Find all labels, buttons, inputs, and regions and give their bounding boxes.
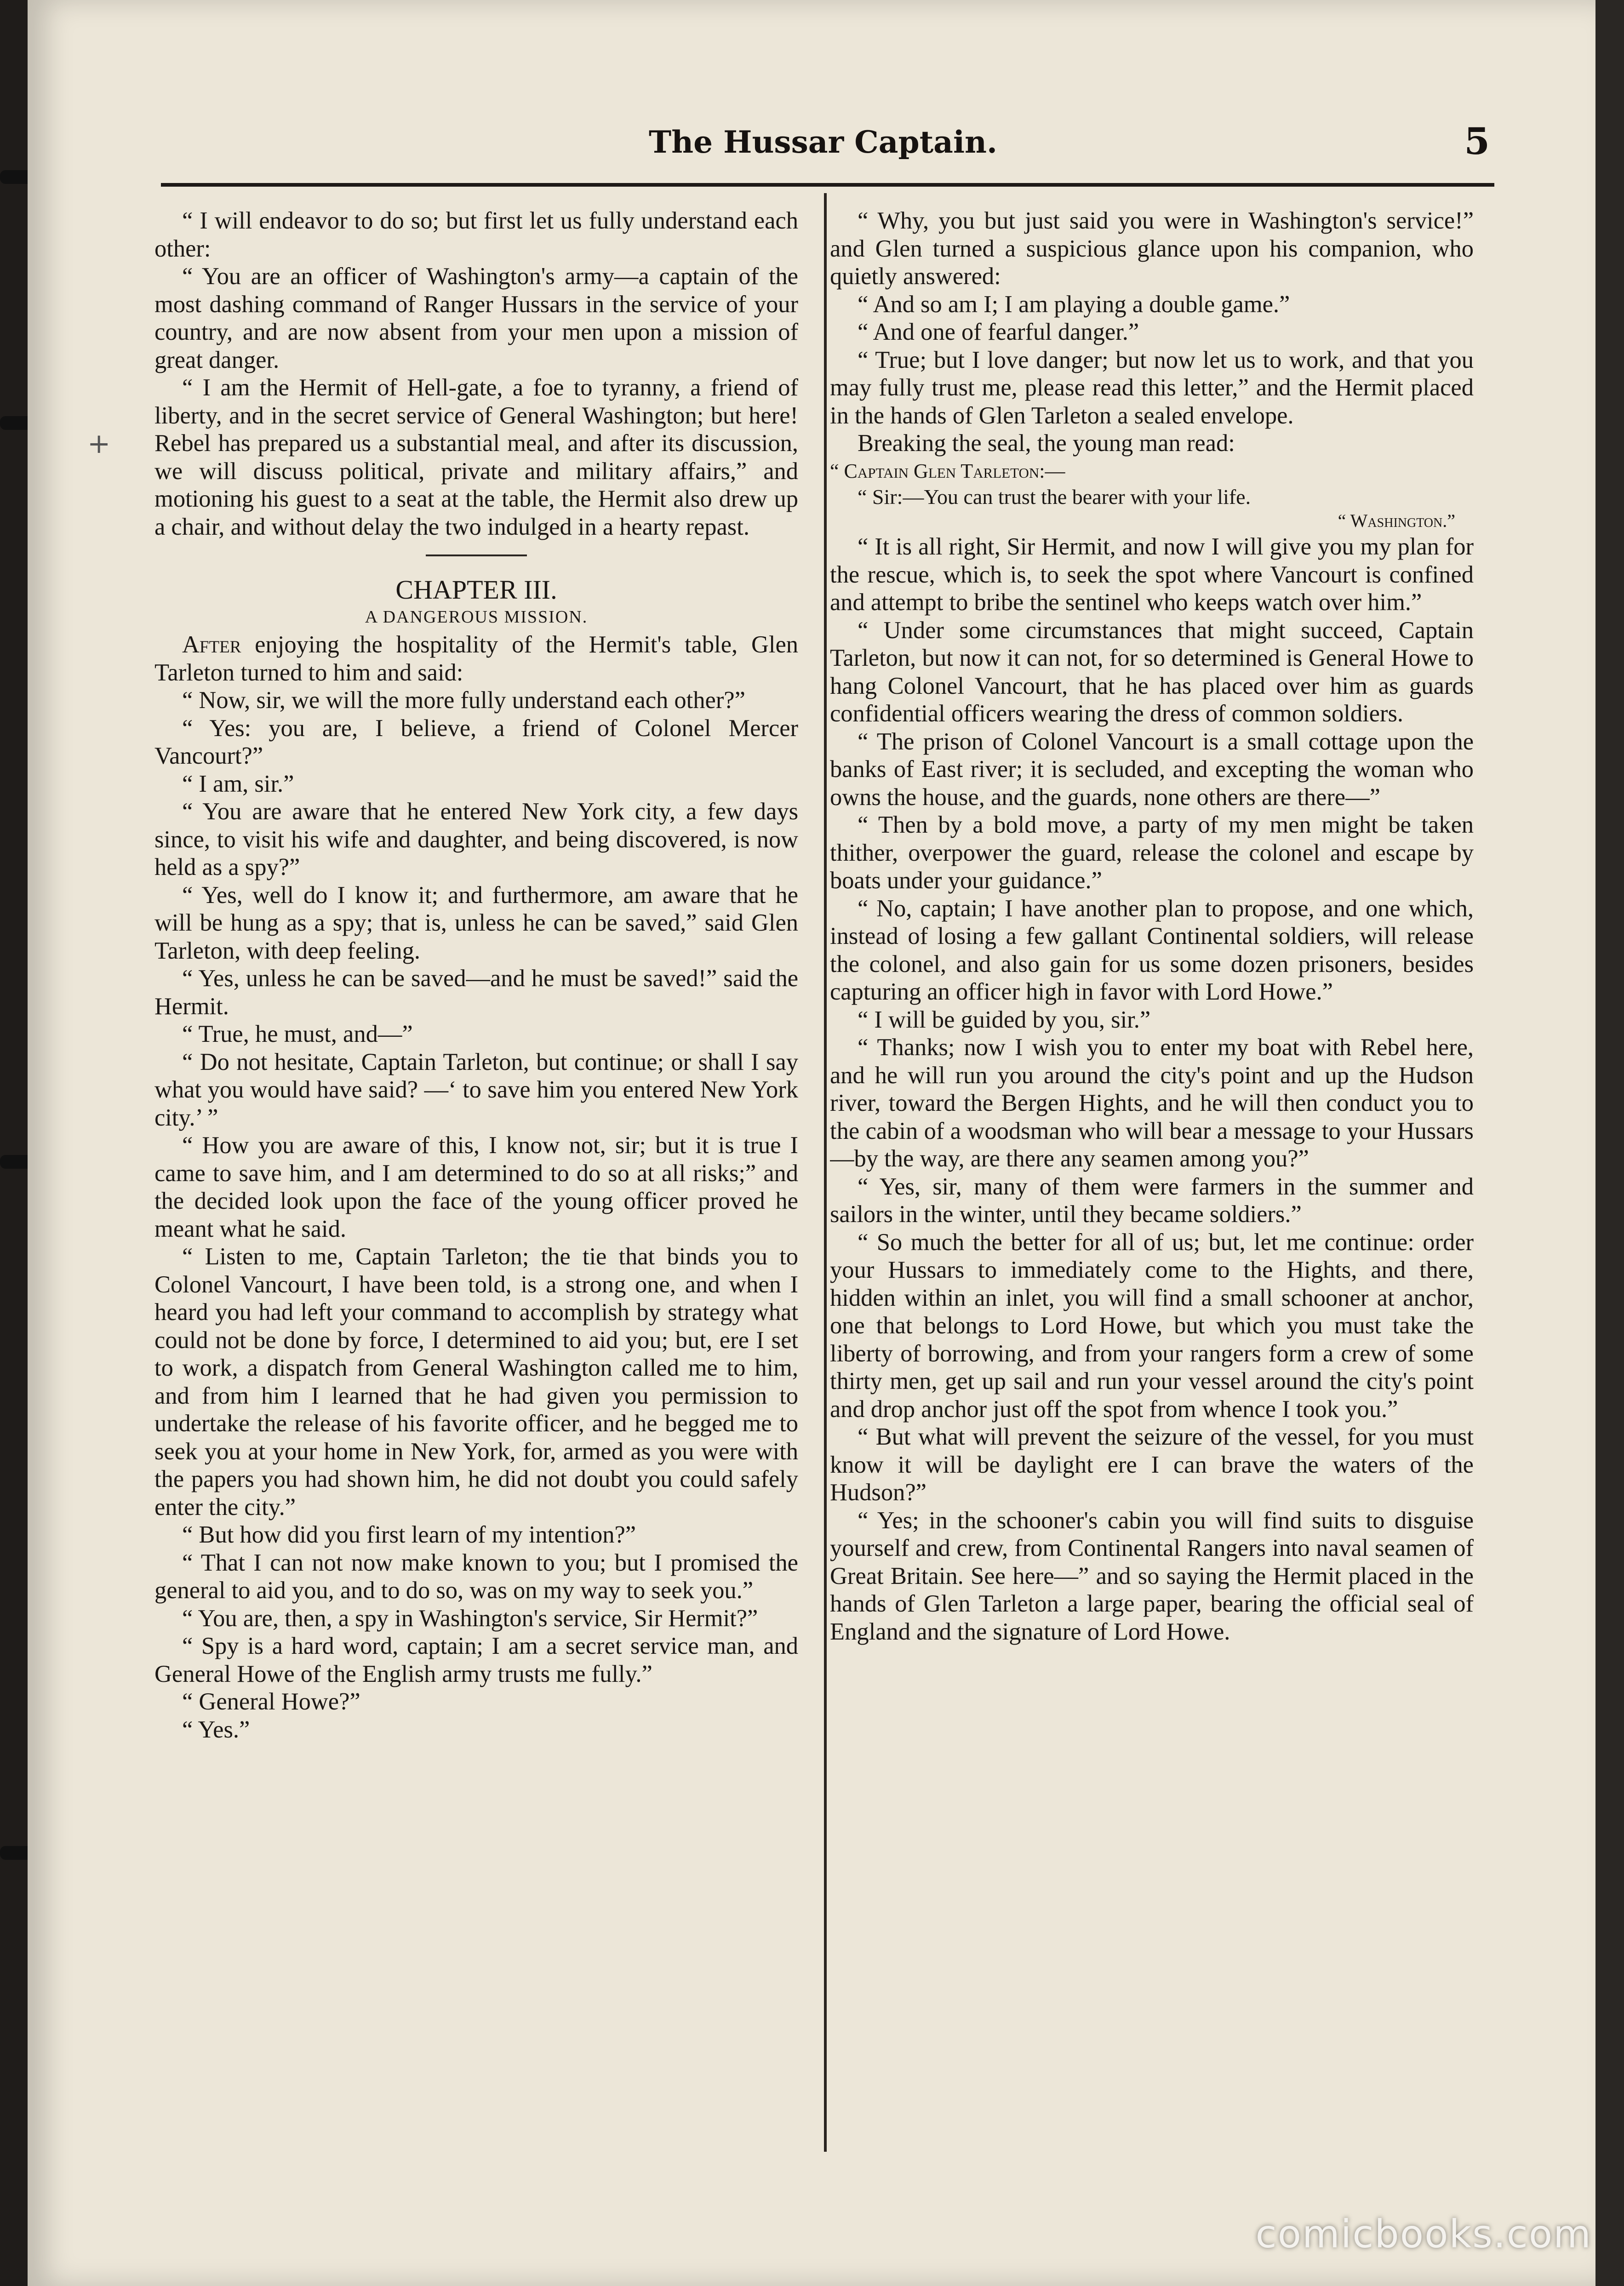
paragraph: “ It is all right, Sir Hermit, and now I will give you my plan for the rescue, which is, to seek the spot where Vancourt is confined and attempt to bribe the sentinel who keeps watch over him.”	[830, 533, 1474, 616]
paragraph: “ Spy is a hard word, captain; I am a secret service man, and General Howe of the English army trusts me fully.”	[154, 1633, 798, 1687]
paragraph: “ So much the better for all of us; but, let me continue: order your Hussars to immediately come to the Hights, and there, hidden within an inlet, you will find a small schooner at anchor, one that belongs to Lord Howe, but which you must take the liberty of borrowing, and from your rangers form a crew of some thirty men, get up sail and run your vessel around the city's point and drop anchor just off the spot from whence I took you.”	[830, 1229, 1474, 1423]
paragraph: “ The prison of Colonel Vancourt is a small cottage upon the banks of East river; it is secluded, and excepting the woman who owns the house, and the guards, none others are there—”	[830, 728, 1474, 811]
paragraph: “ General Howe?”	[182, 1688, 360, 1715]
paragraph: “ And so am I; I am playing a double game.”	[858, 291, 1290, 318]
paragraph: “ No, captain; I have another plan to propose, and one which, instead of losing a few gallant Continental soldiers, will release the colonel, and also gain for us some dozen prisoners, besides capturing an officer high in favor with Lord Howe.”	[830, 895, 1474, 1005]
chapter-subtitle: A DANGEROUS MISSION.	[365, 607, 588, 627]
section-divider	[426, 554, 527, 556]
page-header	[156, 115, 1490, 170]
paragraph: “ Yes.”	[182, 1716, 250, 1743]
paragraph: “ You are, then, a spy in Washington's service, Sir Hermit?”	[182, 1605, 758, 1632]
page-number: 5	[1464, 120, 1490, 163]
book-spine	[0, 0, 28, 2286]
paragraph: “ But what will prevent the seizure of the vessel, for you must know it will be daylight ere I can brave the waters of the Hudson?”	[830, 1423, 1474, 1506]
watermark: comicbooks.com	[1255, 2212, 1592, 2257]
right-paragraphs-after	[830, 533, 1474, 1646]
paragraph: “ I am the Hermit of Hell-gate, a foe to tyranny, a friend of liberty, and in the secret service of General Washington; but here! Rebel has prepared us a substantial meal, and after its discussion, we will discuss political, private and military affairs,” and motioning his guest to a seat at the table, the Hermit also drew up a chair, and without delay the two indulged in a hearty repast.	[154, 374, 798, 540]
paragraph: “ How you are aware of this, I know not, sir; but it is true I came to save him, and I am determined to do so at all risks;” and the decided look upon the face of the young officer proved he meant what he said.	[154, 1132, 798, 1242]
left-paragraphs-after	[154, 686, 798, 1743]
left-column	[154, 207, 798, 2161]
paragraph: “ And one of fearful danger.”	[858, 319, 1139, 345]
opening-text: enjoying the hospitality of the Hermit's table, Glen Tarleton turned to him and said:	[154, 631, 798, 686]
letter-signature: “ Washington.”	[1338, 510, 1455, 531]
paragraph: “ Listen to me, Captain Tarleton; the tie that binds you to Colonel Vancourt, I have been told, is a strong one, and when I heard you had left your command to accomplish by strategy what could not be done by force, I determined to aid you; but, ere I set to work, a dispatch from General Washington called me to him, and from him I learned that he had given you permission to undertake the release of his favorite officer, and he begged me to seek you at your home in New York, for, armed as you were with the papers you had shown him, he did not doubt you could safely enter the city.”	[154, 1243, 798, 1520]
paragraph: “ Do not hesitate, Captain Tarleton, but continue; or shall I say what you would have said? —‘ to save him you entered New York city.’ ”	[154, 1048, 798, 1131]
paragraph: “ Yes: you are, I believe, a friend of Colonel Mercer Vancourt?”	[154, 714, 798, 769]
paragraph: “ I am, sir.”	[182, 770, 294, 797]
left-paragraphs-before	[154, 207, 798, 541]
right-paragraphs-before	[830, 207, 1474, 457]
letter-body: “ Sir:—You can trust the bearer with your life.	[858, 485, 1251, 509]
paragraph: “ I will endeavor to do so; but first let us fully understand each other:	[154, 207, 798, 262]
chapter-title: CHAPTER III.	[395, 575, 557, 605]
paragraph: “ Yes, unless he can be saved—and he must be saved!” said the Hermit.	[154, 965, 798, 1020]
paragraph: “ Then by a bold move, a party of my men might be taken thither, overpower the guard, release the colonel and escape by boats under your guidance.”	[830, 812, 1474, 894]
running-title: The Hussar Captain.	[649, 124, 997, 160]
paragraph: “ That I can not now make known to you; but I promised the general to aid you, and to do so, was on my way to seek you.”	[154, 1549, 798, 1604]
paragraph: Breaking the seal, the young man read:	[858, 430, 1235, 457]
drop-word: After	[182, 631, 241, 658]
paragraph: “ Yes, sir, many of them were farmers in the summer and sailors in the winter, until they became soldiers.”	[830, 1173, 1474, 1228]
paragraph: “ You are an officer of Washington's army—a captain of the most dashing command of Ranger Hussars in the service of your country, and are now absent from your men upon a mission of great danger.	[154, 263, 798, 373]
paragraph: “ Yes; in the schooner's cabin you will find suits to disguise yourself and crew, from Continental Rangers into naval seamen of Great Britain. See here—” and so saying the Hermit placed in the hands of Glen Tarleton a large paper, bearing the official seal of England and the signature of Lord Howe.	[830, 1507, 1474, 1645]
column-rule	[824, 193, 827, 2152]
paragraph: “ Under some circumstances that might succeed, Captain Tarleton, but now it can not, for so determined is General Howe to hang Colonel Vancourt, that he has placed over him as guards confidential officers wearing the dress of common soldiers.	[830, 617, 1474, 727]
right-column	[830, 207, 1474, 2161]
paragraph: “ True, he must, and—”	[182, 1021, 413, 1047]
paragraph: “ Yes, well do I know it; and furthermore, am aware that he will be hung as a spy; that is, unless he can be saved,” said Glen Tarleton, with deep feeling.	[154, 881, 798, 964]
paragraph: “ But how did you first learn of my intention?”	[182, 1521, 636, 1548]
letter-salutation: “ Captain Glen Tarleton:—	[830, 459, 1065, 482]
paragraph: “ Thanks; now I wish you to enter my boat with Rebel here, and he will run you around the city's point and up the Hudson river, toward the Bergen Hights, and he will then conduct you to the cabin of a woodsman who will bear a message to your Hussars—by the way, are there any seamen among you?”	[830, 1034, 1474, 1172]
paragraph: “ True; but I love danger; but now let us to work, and that you may fully trust me, please read this letter,” and the Hermit placed in the hands of Glen Tarleton a sealed envelope.	[830, 346, 1474, 429]
paragraph: “ I will be guided by you, sir.”	[858, 1006, 1151, 1033]
paragraph: “ You are aware that he entered New York city, a few days since, to visit his wife and daughter, and being discovered, is now held as a spy?”	[154, 798, 798, 880]
paragraph: “ Now, sir, we will the more fully understand each other?”	[182, 687, 745, 714]
chapter-opening-paragraph	[154, 631, 798, 686]
paragraph: “ Why, you but just said you were in Washington's service!” and Glen turned a suspicious glance upon his companion, who quietly answered:	[830, 207, 1474, 290]
margin-mark: +	[87, 428, 111, 460]
header-rule	[161, 183, 1494, 187]
